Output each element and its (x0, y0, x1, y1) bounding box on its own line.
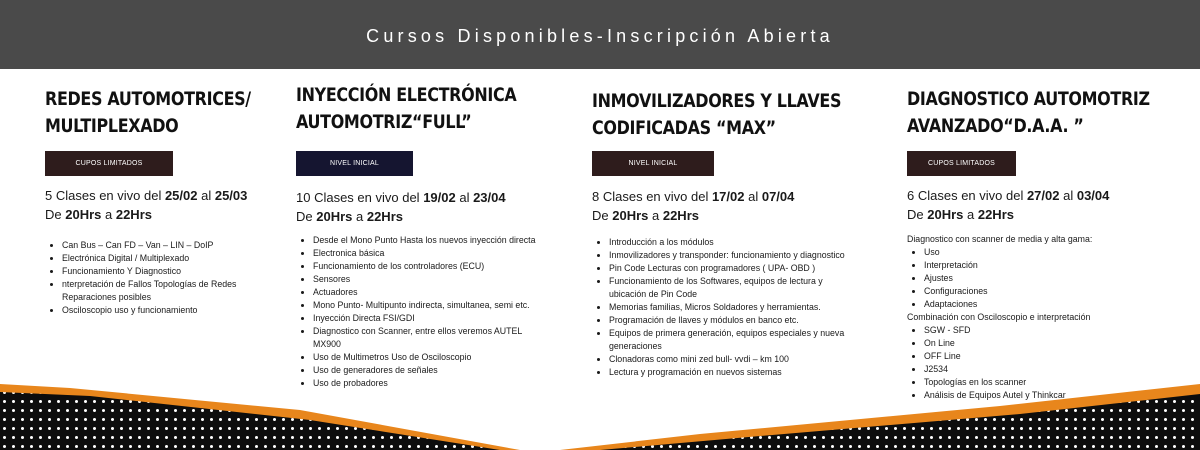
topic-list (296, 234, 545, 390)
list-item: • OFF Line (924, 350, 1164, 363)
schedule: 10 Clases en vivo del 19/02 al 23/04 De 20Hrs a 22Hrs (296, 190, 506, 224)
topic-list (45, 239, 262, 317)
status-badge: NIVEL INICIAL (296, 151, 413, 176)
list-item: • Inmovilizadores y transponder: funcionamiento y diagnostico (609, 249, 857, 262)
list-item: • Lectura y programación en nuevos sistemas (609, 366, 857, 379)
list-item: • Programación de llaves y módulos en banco etc. (609, 314, 857, 327)
list-item: • Sensores (313, 273, 545, 286)
course-title (592, 88, 841, 142)
list-item: • Memorias familias, Micros Soldadores y herramientas. (609, 301, 857, 314)
status-badge: CUPOS LIMITADOS (45, 151, 173, 176)
banner-title: Cursos Disponibles-Inscripción Abierta (366, 26, 834, 46)
list-item: • On Line (924, 337, 1164, 350)
list-item: • SGW - SFD (924, 324, 1164, 337)
schedule: 8 Clases en vivo del 17/02 al 07/04 De 20Hrs a 22Hrs (592, 189, 795, 223)
list-item: • nterpretación de Fallos Topologías de Redes Reparaciones posibles (62, 278, 262, 304)
list-item: • Introducción a los módulos (609, 236, 857, 249)
list-item: • Inyección Directa FSI/GDI (313, 312, 545, 325)
dotted-band-left (0, 392, 500, 450)
list-item: • Mono Punto- Multipunto indirecta, simultanea, semi etc. (313, 299, 545, 312)
course-title-line: INMOVILIZADORES Y LLAVES (592, 90, 842, 112)
list-item: • Pin Code Lecturas con programadores ( UPA- OBD ) (609, 262, 857, 275)
course-title-line: AVANZADO“D.A.A. ” (907, 115, 1084, 137)
course-title (296, 82, 516, 136)
list-item: • J2534 (924, 363, 1164, 376)
list-item: • Actuadores (313, 286, 545, 299)
list-item: • Uso de probadores (313, 377, 545, 390)
course-title-line: DIAGNOSTICO AUTOMOTRIZ (907, 88, 1150, 110)
list-item: • Diagnostico con Scanner, entre ellos veremos AUTEL MX900 (313, 325, 545, 351)
course-title-line: CODIFICADAS “MAX” (592, 117, 776, 139)
list-item: • Configuraciones (924, 285, 1164, 298)
course-title-line: MULTIPLEXADO (45, 115, 179, 137)
list-item: • Uso de Multimetros Uso de Osciloscopio (313, 351, 545, 364)
list-item: • Análisis de Equipos Autel y Thinkcar (924, 389, 1164, 402)
list-item: • Interpretación (924, 259, 1164, 272)
list-item: • Electrónica Digital / Multiplexado (62, 252, 262, 265)
list-item: • Equipos de primera generación, equipos especiales y nueva generaciones (609, 327, 857, 353)
list-item: • Osciloscopio uso y funcionamiento (62, 304, 262, 317)
topic-list (592, 236, 857, 379)
course-title-line: INYECCIÓN ELECTRÓNICA (296, 84, 517, 106)
list-item: • Funcionamiento de los Softwares, equipos de lectura y ubicación de Pin Code (609, 275, 857, 301)
list-item: • Electronica básica (313, 247, 545, 260)
status-badge: NIVEL INICIAL (592, 151, 714, 176)
course-title-line: AUTOMOTRIZ“FULL” (296, 111, 472, 133)
schedule: 5 Clases en vivo del 25/02 al 25/03 De 20Hrs a 22Hrs (45, 188, 248, 222)
status-badge: CUPOS LIMITADOS (907, 151, 1016, 176)
course-title (45, 86, 251, 140)
footer-decoration (0, 370, 1200, 450)
section-intro: Diagnostico con scanner de media y alta gama: (907, 234, 1093, 244)
list-item: • Uso de generadores de señales (313, 364, 545, 377)
list-item: • Desde el Mono Punto Hasta los nuevos inyección directa (313, 234, 545, 247)
list-item: • Topologías en los scanner (924, 376, 1164, 389)
topic-list (907, 246, 1164, 311)
list-item: • Funcionamiento de los controladores (ECU) (313, 260, 545, 273)
list-item: • Uso (924, 246, 1164, 259)
course-title (907, 86, 1150, 140)
list-item: • Clonadoras como mini zed bull- vvdi – km 100 (609, 353, 857, 366)
list-item: • Funcionamiento Y Diagnostico (62, 265, 262, 278)
list-item: • Adaptaciones (924, 298, 1164, 311)
schedule: 6 Clases en vivo del 27/02 al 03/04 De 20Hrs a 22Hrs (907, 188, 1110, 222)
course-title-line: REDES AUTOMOTRICES/ (45, 88, 251, 110)
section-intro: Combinación con Osciloscopio e interpretación (907, 312, 1091, 322)
list-item: • Ajustes (924, 272, 1164, 285)
list-item: • Can Bus – Can FD – Van – LIN – DoIP (62, 239, 262, 252)
